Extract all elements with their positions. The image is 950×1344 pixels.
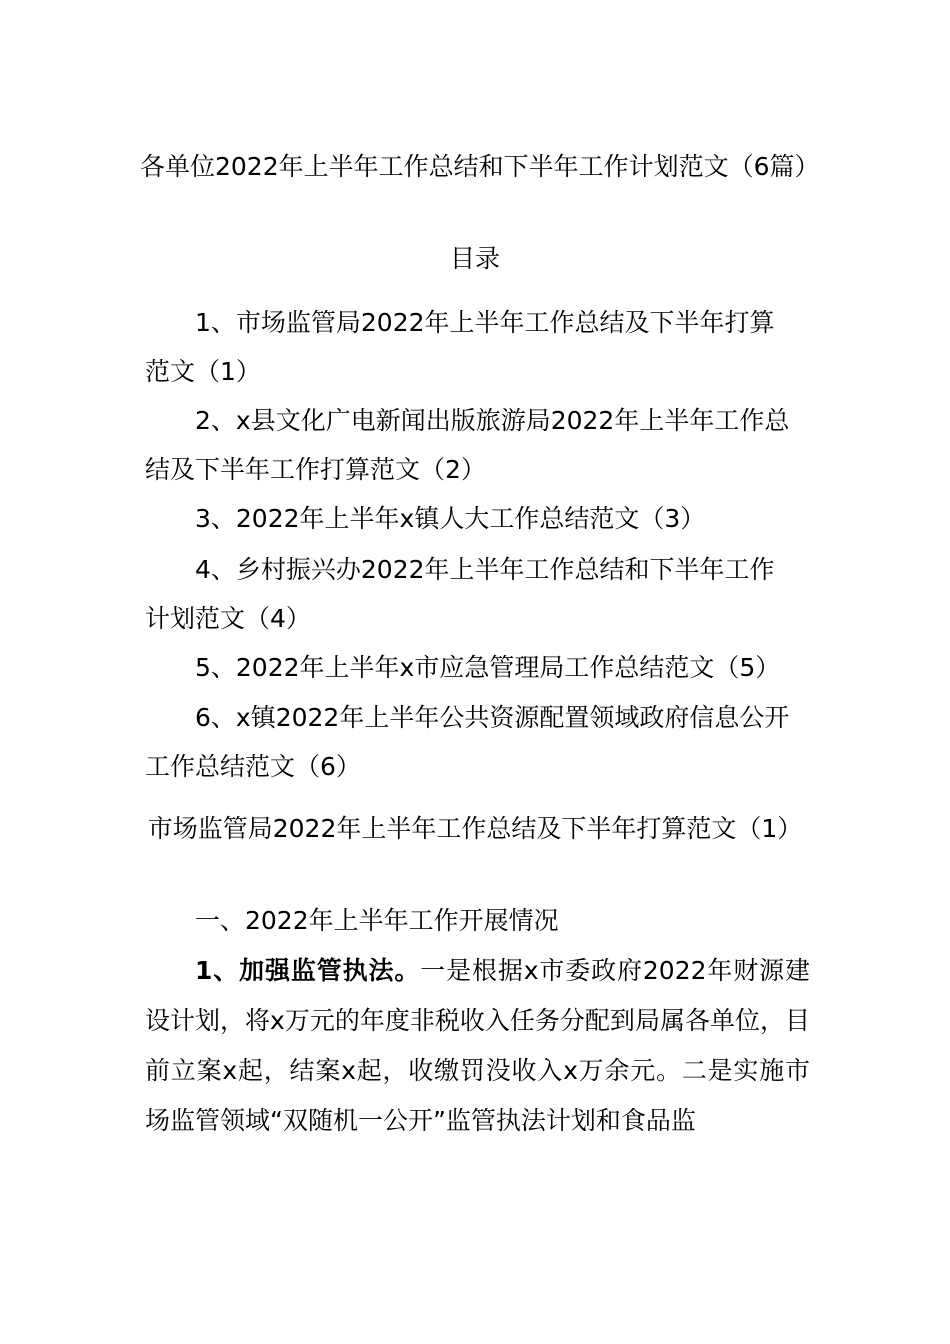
section-title: 市场监管局2022年上半年工作总结及下半年打算范文（1） bbox=[147, 814, 803, 843]
toc-heading: 目录 bbox=[449, 244, 500, 273]
body-paragraph bbox=[145, 946, 810, 1146]
paragraph-lead: 1、加强监管执法。 bbox=[195, 956, 421, 985]
paragraph-text: 一是根据x市委政府2022年财源建设计划，将x万元的年度非税收入任务分配到局属各单位，目前立案x起，结案x起，收缴罚没收入x万余元。二是实施市场监管领域“双随机一公开”监管执法计划和食品监 bbox=[145, 956, 810, 1135]
toc-item-4: 4、乡村振兴办2022年上半年工作总结和下半年工作计划范文（4） bbox=[145, 555, 775, 633]
toc-item-1: 1、市场监管局2022年上半年工作总结及下半年打算范文（1） bbox=[145, 308, 775, 386]
toc-item-5: 5、2022年上半年x市应急管理局工作总结范文（5） bbox=[195, 653, 781, 682]
toc-item-2: 2、x县文化广电新闻出版旅游局2022年上半年工作总结及下半年工作打算范文（2） bbox=[145, 406, 790, 484]
document-title: 各单位2022年上半年工作总结和下半年工作计划范文（6篇） bbox=[140, 152, 820, 181]
section-heading: 一、2022年上半年工作开展情况 bbox=[195, 906, 559, 935]
toc-item-3: 3、2022年上半年x镇人大工作总结范文（3） bbox=[195, 504, 706, 533]
toc-item-6: 6、x镇2022年上半年公共资源配置领域政府信息公开工作总结范文（6） bbox=[145, 703, 790, 781]
